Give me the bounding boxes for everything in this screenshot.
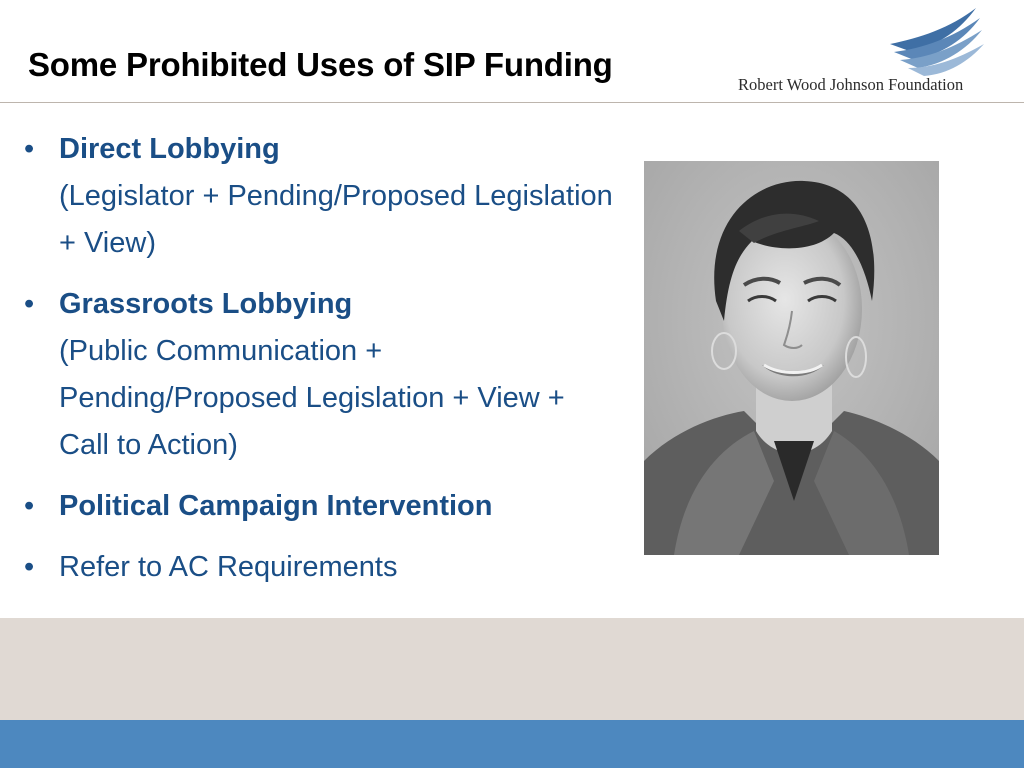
- rwjf-wing-icon: [890, 8, 986, 80]
- foundation-logo: [736, 8, 986, 98]
- portrait-photo: [644, 161, 939, 555]
- bullet-heading: Grassroots Lobbying: [59, 288, 353, 320]
- bullet-heading: Political Campaign Intervention: [59, 490, 493, 522]
- logo-wordmark: Robert Wood Johnson Foundation: [738, 75, 964, 94]
- slide-title: Some Prohibited Uses of SIP Funding: [28, 46, 613, 83]
- bullet-text: Refer to AC Requirements: [59, 551, 398, 583]
- footer-gray-band: [0, 618, 1024, 720]
- bullet-detail: (Public Communication + Pending/Proposed Legislation + View + Call to Action): [59, 335, 565, 461]
- portrait-image: [644, 161, 939, 555]
- bullet-marker: •: [24, 551, 35, 583]
- bullet-item: [24, 281, 614, 469]
- bullet-detail: (Legislator + Pending/Proposed Legislation + View): [59, 180, 613, 259]
- title-divider: [0, 102, 1024, 103]
- footer-blue-band: [0, 720, 1024, 768]
- bullet-item: [24, 483, 614, 530]
- bullet-item: [24, 544, 614, 591]
- bullet-heading: Direct Lobbying: [59, 133, 280, 165]
- bullet-marker: •: [24, 288, 35, 320]
- bullet-marker: •: [24, 133, 35, 165]
- bullet-item: [24, 126, 614, 267]
- bullet-marker: •: [24, 490, 35, 522]
- bullet-list: [24, 126, 614, 605]
